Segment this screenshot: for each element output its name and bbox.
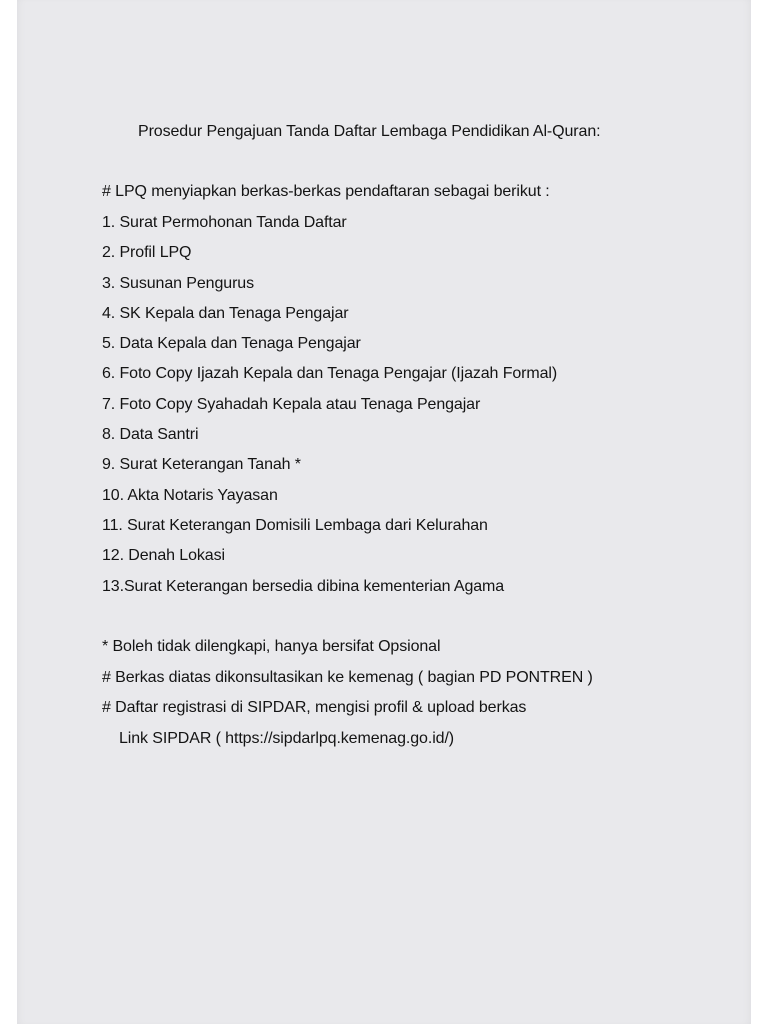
note-optional: * Boleh tidak dilengkapi, hanya bersifat Opsional <box>102 638 441 655</box>
note-consult: # Berkas diatas dikonsultasikan ke kemenag ( bagian PD PONTREN ) <box>102 668 593 686</box>
intro-text: # LPQ menyiapkan berkas-berkas pendaftaran sebagai berikut : <box>102 183 550 200</box>
requirements-list <box>102 213 557 607</box>
list-item: 5. Data Kepala dan Tenaga Pengajar <box>102 335 361 353</box>
list-item: 13.Surat Keterangan bersedia dibina kementerian Agama <box>102 577 505 595</box>
list-item: 7. Foto Copy Syahadah Kepala atau Tenaga Pengajar <box>102 395 481 413</box>
list-item: 4. SK Kepala dan Tenaga Pengajar <box>102 304 349 322</box>
list-item: 8. Data Santri <box>102 426 199 444</box>
list-item: 11. Surat Keterangan Domisili Lembaga dari Kelurahan <box>102 516 488 534</box>
list-item: 9. Surat Keterangan Tanah * <box>102 456 301 474</box>
list-item: 1. Surat Permohonan Tanda Daftar <box>102 214 347 231</box>
list-item: 12. Denah Lokasi <box>102 547 225 565</box>
note-register: # Daftar registrasi di SIPDAR, mengisi profil & upload berkas <box>102 699 527 716</box>
list-item: 2. Profil LPQ <box>102 244 192 262</box>
sipdar-link[interactable]: Link SIPDAR ( https://sipdarlpq.kemenag.go.id/) <box>119 729 455 747</box>
document-title: Prosedur Pengajuan Tanda Daftar Lembaga Pendidikan Al-Quran: <box>138 123 601 140</box>
list-item: 10. Akta Notaris Yayasan <box>102 486 278 504</box>
list-item: 6. Foto Copy Ijazah Kepala dan Tenaga Pengajar (Ijazah Formal) <box>102 365 558 383</box>
notes-list <box>102 637 593 759</box>
list-item: 3. Susunan Pengurus <box>102 274 254 292</box>
